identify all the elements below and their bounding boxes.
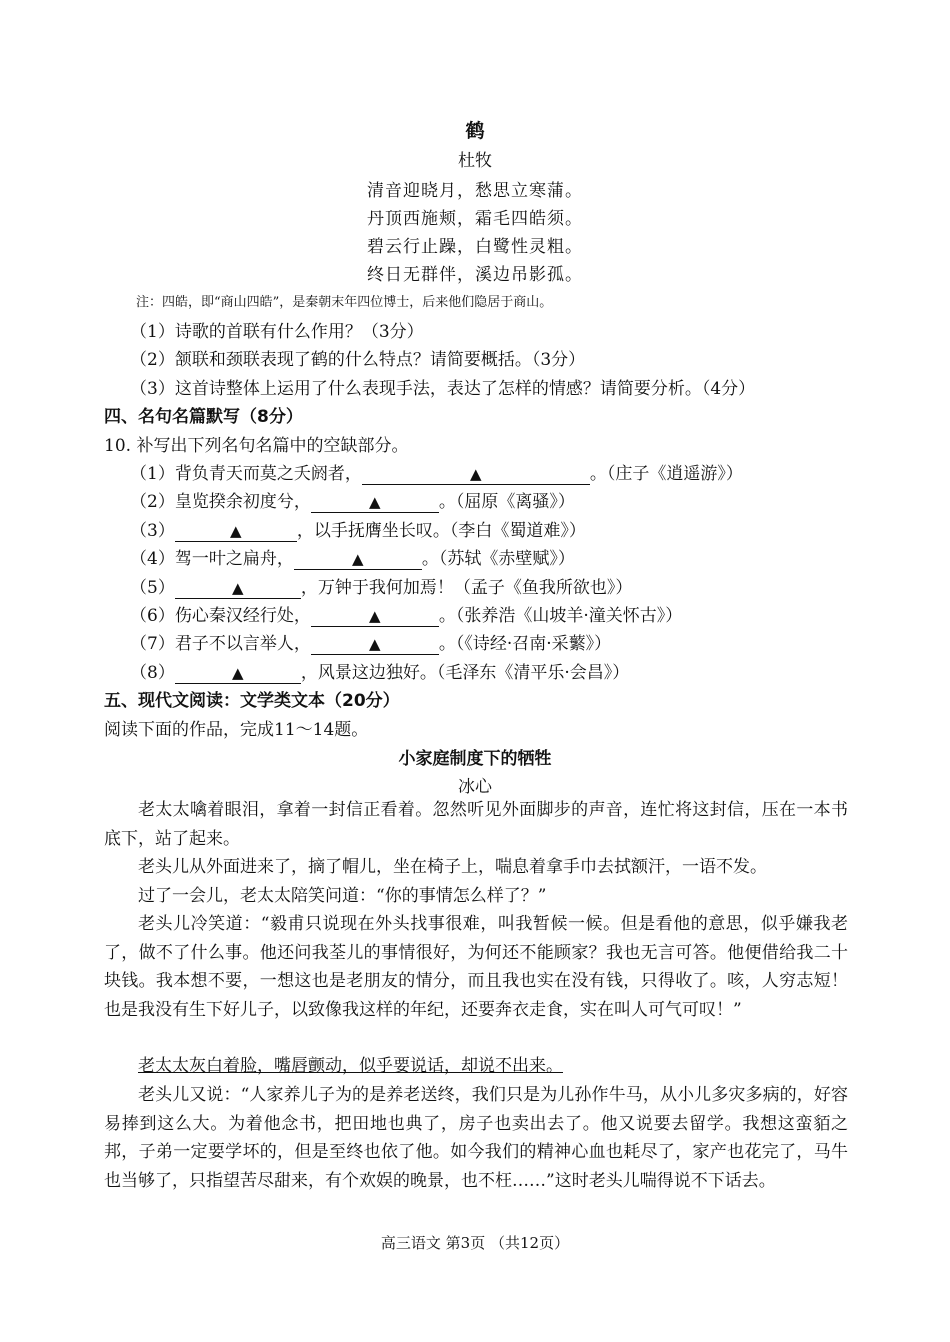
triangle-marker-icon: ▲ [232, 664, 244, 682]
triangle-marker-icon: ▲ [232, 579, 244, 597]
fill-item-4 [130, 544, 575, 570]
essay-paragraph: 老太太噙着眼泪，拿着一封信正看着。忽然听见外面脚步的声音，连忙将这封信，压在一本书底下，站了起来。 [104, 800, 848, 849]
poem-line: 碧云行止躁，白鹭性灵粗。 [367, 237, 583, 257]
essay-author: 冰心 [458, 777, 492, 797]
triangle-marker-icon: ▲ [352, 550, 364, 568]
underlined-sentence: 老太太灰白着脸，嘴唇颤动，似乎要说话，却说不出来。 [138, 1056, 563, 1076]
fill-item-prefix: （2）皇览揆余初度兮， [130, 492, 311, 512]
fill-item-suffix: ，风景这边独好。（毛泽东《清平乐·会昌》） [300, 663, 630, 683]
poem-line: 终日无群伴，溪边吊影孤。 [367, 265, 583, 285]
poem-note: 注：四皓，即“商山四皓”，是秦朝末年四位博士，后来他们隐居于商山。 [136, 295, 553, 310]
poem-author: 杜牧 [458, 151, 492, 171]
answer-blank[interactable] [175, 578, 301, 599]
essay-title: 小家庭制度下的牺牲 [398, 749, 552, 769]
fill-item-prefix: （5） [130, 578, 175, 598]
fill-item-prefix: （8） [130, 663, 175, 683]
fill-item-suffix: 。（《诗经·召南·采蘩》） [438, 634, 612, 654]
fill-item-prefix: （4）驾一叶之扁舟， [130, 549, 294, 569]
poem-question-3: （3）这首诗整体上运用了什么表现手法，表达了怎样的情感？请简要分析。（4分） [130, 379, 756, 399]
answer-blank[interactable] [311, 492, 439, 513]
essay-paragraph-underlined [104, 1052, 848, 1081]
fill-item-1 [130, 459, 743, 485]
poem-question-1: （1）诗歌的首联有什么作用？（3分） [130, 322, 424, 342]
fill-item-prefix: （7）君子不以言举人， [130, 634, 311, 654]
page-footer: 高三语文 第3页 （共12页） [380, 1234, 570, 1252]
fill-item-suffix: ，以手抚膺坐长叹。（李白《蜀道难》） [296, 521, 586, 541]
essay-paragraph: 老头儿冷笑道：“毅甫只说现在外头找事很难，叫我暂候一候。但是看他的意思，似乎嫌我老了，做不了什么事。他还问我荃儿的事情很好，为何还不能顾家？我也无言可答。他便借给我二十块钱。我本想不要，一想这也是老朋友的情分，而且我也实在没有钱，只得收了。咳，人穷志短！也是我没有生下好儿子，以致像我这样的年纪，还要奔衣走食，实在叫人可气可叹！” [104, 914, 848, 1020]
fill-item-2 [130, 487, 575, 513]
section-5-heading: 五、现代文阅读：文学类文本（20分） [104, 691, 400, 711]
essay-paragraph: 过了一会儿，老太太陪笑问道：“你的事情怎么样了？” [138, 886, 547, 906]
triangle-marker-icon: ▲ [369, 607, 381, 625]
essay-paragraph: 老头儿从外面进来了，摘了帽儿，坐在椅子上，喘息着拿手巾去拭额汗，一语不发。 [138, 857, 767, 877]
fill-item-7 [130, 629, 611, 655]
fill-item-3 [130, 516, 586, 542]
poem-line: 清音迎晓月，愁思立寒蒲。 [367, 181, 583, 201]
fill-item-8 [130, 658, 629, 684]
fill-item-suffix: 。（张养浩《山坡羊·潼关怀古》） [438, 606, 683, 626]
answer-blank[interactable] [362, 464, 590, 485]
section-5-instruction: 阅读下面的作品，完成11～14题。 [104, 720, 369, 740]
poem-title: 鹤 [465, 120, 485, 142]
fill-item-6 [130, 601, 682, 627]
fill-item-prefix: （3） [130, 521, 175, 541]
fill-item-prefix: （1）背负青天而莫之夭阏者， [130, 464, 362, 484]
answer-blank[interactable] [175, 521, 297, 542]
essay-paragraph: 老头儿又说：“人家养儿子为的是养老送终，我们只是为儿孙作牛马，从小儿多灾多病的，好容易捧到这么大。为着他念书，把田地也典了，房子也卖出去了。他又说要去留学。我想这蛮貊之邦，子弟一定要学坏的，但是至终也依了他。如今我们的精神心血也耗尽了，家产也花完了，马牛也当够了，只指望苦尽甜来，有个欢娱的晚景，也不枉……”这时老头儿喘得说不下话去。 [104, 1085, 848, 1191]
fill-item-prefix: （6）伤心秦汉经行处， [130, 606, 311, 626]
fill-item-suffix: 。（苏轼《赤壁赋》） [421, 549, 575, 569]
triangle-marker-icon: ▲ [369, 635, 381, 653]
fill-item-5 [130, 573, 632, 599]
answer-blank[interactable] [294, 549, 422, 570]
fill-item-suffix: 。（屈原《离骚》） [438, 492, 575, 512]
answer-blank[interactable] [311, 634, 439, 655]
triangle-marker-icon: ▲ [369, 493, 381, 511]
section-4-heading: 四、名句名篇默写（8分） [104, 407, 303, 427]
triangle-marker-icon: ▲ [230, 522, 242, 540]
poem-question-2: （2）颔联和颈联表现了鹤的什么特点？请简要概括。（3分） [130, 350, 586, 370]
poem-line: 丹顶西施颊，霜毛四皓须。 [367, 209, 583, 229]
question-10-instruction: 10. 补写出下列名句名篇中的空缺部分。 [104, 436, 409, 456]
answer-blank[interactable] [175, 663, 301, 684]
fill-item-suffix: ，万钟于我何加焉！（孟子《鱼我所欲也》） [300, 578, 633, 598]
fill-item-suffix: 。（庄子《逍遥游》） [589, 464, 743, 484]
triangle-marker-icon: ▲ [470, 465, 482, 483]
answer-blank[interactable] [311, 606, 439, 627]
